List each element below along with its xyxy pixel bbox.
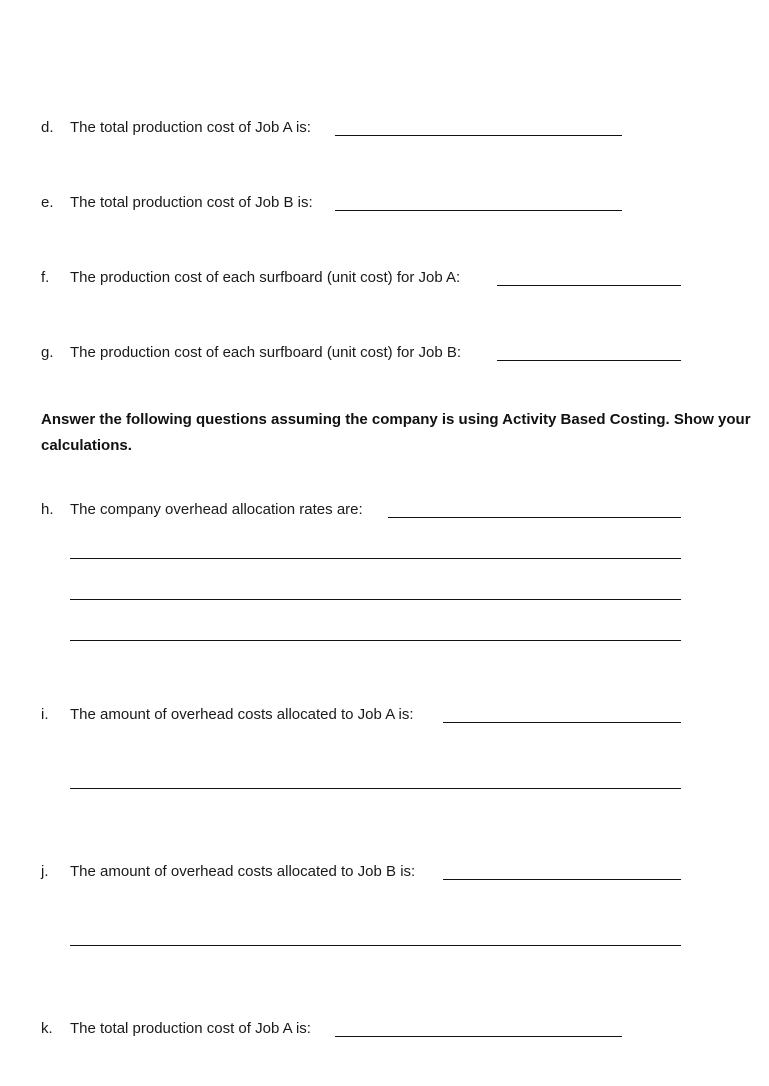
answer-line-h-1[interactable]: [388, 517, 681, 518]
question-letter: k.: [41, 1020, 53, 1037]
question-text: The amount of overhead costs allocated to Job A is:: [70, 706, 414, 723]
question-text: The total production cost of Job A is:: [70, 1020, 311, 1037]
question-letter: i.: [41, 706, 49, 723]
question-text: The total production cost of Job B is:: [70, 194, 313, 211]
answer-line-i-2[interactable]: [70, 788, 681, 789]
answer-line-h-3[interactable]: [70, 599, 681, 600]
answer-line-k[interactable]: [335, 1036, 622, 1037]
question-letter: e.: [41, 194, 54, 211]
question-letter: j.: [41, 863, 49, 880]
answer-line-f[interactable]: [497, 285, 681, 286]
question-letter: g.: [41, 344, 54, 361]
question-text: The amount of overhead costs allocated to Job B is:: [70, 863, 416, 880]
question-text: The production cost of each surfboard (unit cost) for Job B:: [70, 344, 462, 361]
question-text: The production cost of each surfboard (unit cost) for Job A:: [70, 269, 461, 286]
question-text: The total production cost of Job A is:: [70, 119, 311, 136]
answer-line-g[interactable]: [497, 360, 681, 361]
answer-line-j-2[interactable]: [70, 945, 681, 946]
answer-line-i-1[interactable]: [443, 722, 681, 723]
answer-line-d[interactable]: [335, 135, 622, 136]
question-letter: h.: [41, 501, 54, 518]
question-letter: f.: [41, 269, 50, 286]
answer-line-j-1[interactable]: [443, 879, 681, 880]
question-text: The company overhead allocation rates are:: [70, 501, 363, 518]
answer-line-h-4[interactable]: [70, 640, 681, 641]
question-letter: d.: [41, 119, 54, 136]
answer-line-h-2[interactable]: [70, 558, 681, 559]
answer-line-e[interactable]: [335, 210, 622, 211]
abc-instructions-heading: Answer the following questions assuming the company is using Activity Based Costing. Show your calculations.: [41, 411, 751, 454]
